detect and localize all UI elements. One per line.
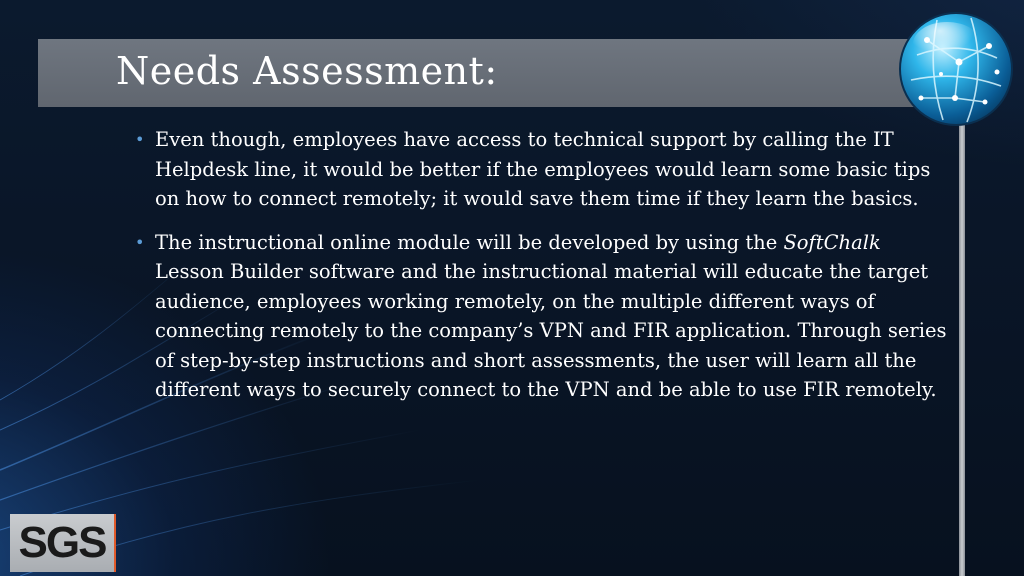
sgs-logo [10, 514, 116, 572]
bullet-text-after: Lesson Builder software and the instructional material will educate the target audience, employees working remotely, on the multiple different ways of connecting remotely to the company’s VPN and FIR application. Through series of step-by-step instructions and short assessments, the user will learn all the different ways to securely connect to the VPN and be able to use FIR remotely. [155, 260, 947, 401]
logo-text: SGS [18, 518, 106, 567]
network-globe-icon [897, 10, 1015, 128]
bullet-marker: • [135, 130, 145, 149]
bullet-text-before: The instructional online module will be developed by using the [155, 230, 784, 254]
bullet-marker: • [135, 232, 145, 252]
bullet-item [135, 228, 950, 405]
vertical-divider [959, 120, 965, 576]
bullet-text-italic: SoftChalk [783, 230, 881, 254]
bullet-item [135, 125, 950, 214]
title-band [38, 39, 946, 107]
slide-title: Needs Assessment: [116, 49, 498, 93]
bullet-list [135, 125, 950, 419]
bullet-text: Even though, employees have access to technical support by calling the IT Helpdesk line, it would be better if the employees would learn some basic tips on how to connect remotely; it would save them time if they learn the basics. [155, 128, 931, 210]
